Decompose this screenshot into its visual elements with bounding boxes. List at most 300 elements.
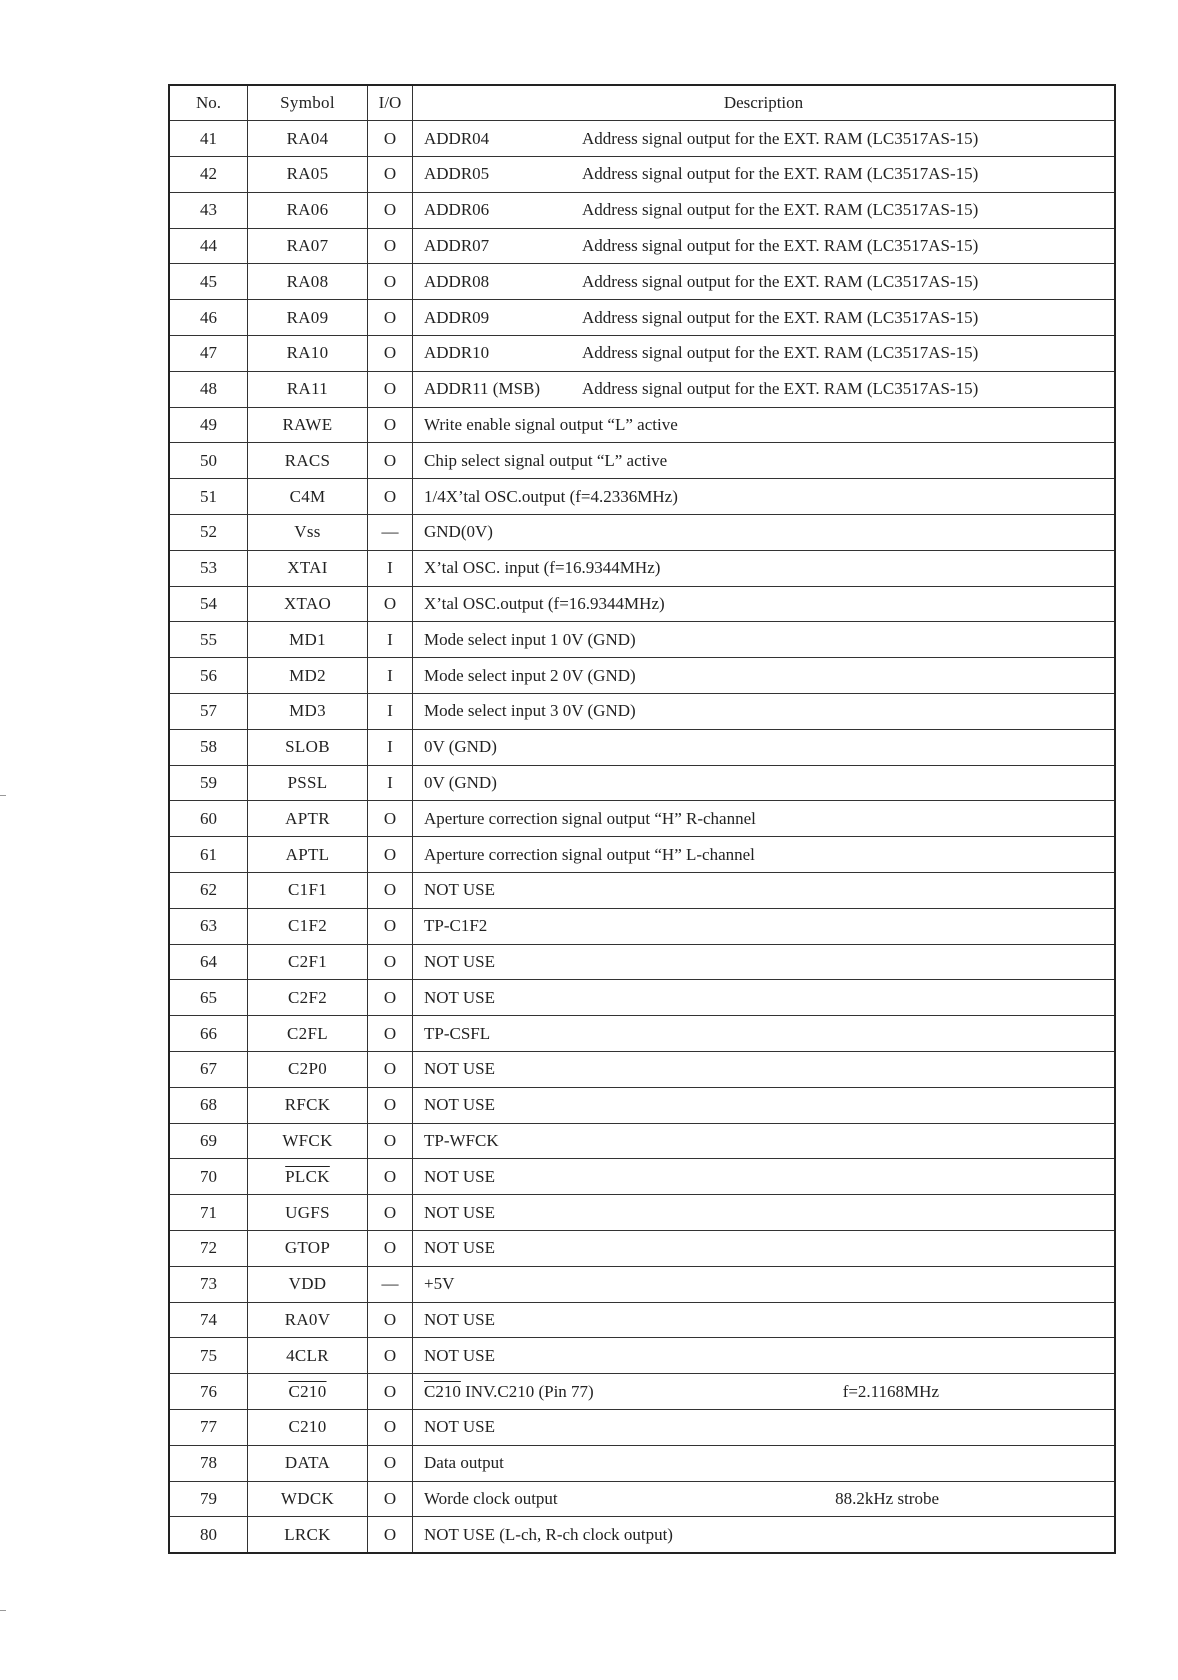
description-wrap	[424, 415, 1114, 435]
description-text: ADDR05	[424, 164, 490, 184]
description-main	[424, 272, 582, 292]
pin-symbol	[248, 729, 368, 765]
pin-io: O	[368, 1481, 413, 1517]
pin-symbol-text: RA04	[286, 128, 329, 148]
pin-description	[413, 1338, 1116, 1374]
pin-symbol	[248, 622, 368, 658]
description-wrap	[424, 1525, 1114, 1545]
pin-number: 45	[169, 264, 248, 300]
description-text: NOT USE	[424, 1309, 495, 1329]
pin-number: 76	[169, 1374, 248, 1410]
pin-symbol-text: XTAO	[283, 594, 332, 614]
table-row	[169, 658, 1115, 694]
pin-description	[413, 1266, 1116, 1302]
description-wrap	[424, 558, 1114, 578]
pin-symbol	[248, 908, 368, 944]
pin-number: 54	[169, 586, 248, 622]
header-description: Description	[413, 85, 1116, 121]
table-row	[169, 1481, 1115, 1517]
table-row	[169, 1517, 1115, 1553]
pin-number: 77	[169, 1409, 248, 1445]
description-wrap	[424, 1203, 1114, 1223]
description-main	[424, 200, 582, 220]
description-main	[424, 916, 487, 936]
table-row	[169, 944, 1115, 980]
description-text: NOT USE (L-ch, R-ch clock output)	[424, 1524, 673, 1544]
description-prefix: C210	[424, 1381, 461, 1401]
pin-symbol-text: RACS	[284, 450, 331, 470]
description-detail: Address signal output for the EXT. RAM (LC3517AS-15)	[582, 236, 979, 256]
description-text: NOT USE	[424, 1166, 495, 1186]
description-detail: Address signal output for the EXT. RAM (LC3517AS-15)	[582, 271, 979, 291]
pin-io: O	[368, 1123, 413, 1159]
pin-symbol	[248, 1445, 368, 1481]
pin-symbol-text: MD2	[289, 665, 326, 685]
description-wrap	[424, 343, 1114, 363]
pin-symbol-text: C1F2	[288, 916, 327, 936]
description-text: Worde clock output	[424, 1488, 558, 1508]
pin-io: O	[368, 1087, 413, 1123]
pin-symbol	[248, 550, 368, 586]
pin-symbol	[248, 1123, 368, 1159]
pin-symbol-text: Vss	[294, 522, 321, 542]
pin-io: O	[368, 407, 413, 443]
pin-io: O	[368, 944, 413, 980]
table-row	[169, 407, 1115, 443]
table-row	[169, 980, 1115, 1016]
pin-description	[413, 1087, 1116, 1123]
description-main	[424, 1131, 499, 1151]
pin-io: O	[368, 1231, 413, 1267]
pin-description	[413, 658, 1116, 694]
table-row	[169, 336, 1115, 372]
pin-description	[413, 837, 1116, 873]
pin-io: O	[368, 1302, 413, 1338]
description-text: +5V	[424, 1274, 455, 1294]
table-row	[169, 622, 1115, 658]
description-wrap	[424, 379, 1114, 399]
pin-symbol-text: WDCK	[280, 1488, 335, 1508]
pin-symbol-text: C2F2	[288, 987, 327, 1007]
table-row	[169, 1195, 1115, 1231]
description-text: Aperture correction signal output “H” R-channel	[424, 808, 756, 828]
table-row	[169, 121, 1115, 157]
description-text: INV.C210 (Pin 77)	[465, 1381, 594, 1401]
pin-number: 51	[169, 479, 248, 515]
description-main	[424, 1525, 673, 1545]
pin-symbol-text: LRCK	[284, 1524, 331, 1544]
table-row	[169, 908, 1115, 944]
description-wrap	[424, 630, 1114, 650]
description-main	[424, 880, 495, 900]
table-row	[169, 228, 1115, 264]
table-header	[169, 85, 1115, 121]
pin-io: O	[368, 980, 413, 1016]
pin-number: 69	[169, 1123, 248, 1159]
description-main	[424, 594, 665, 614]
pin-description	[413, 1123, 1116, 1159]
description-wrap	[424, 451, 1114, 471]
pin-number: 47	[169, 336, 248, 372]
pin-symbol-text: MD1	[289, 629, 326, 649]
description-wrap	[424, 1024, 1114, 1044]
description-detail: Address signal output for the EXT. RAM (LC3517AS-15)	[582, 164, 979, 184]
pin-description	[413, 622, 1116, 658]
pin-description	[413, 371, 1116, 407]
table-row	[169, 1159, 1115, 1195]
pin-symbol-text: PLCK	[285, 1166, 330, 1186]
description-main	[424, 164, 582, 184]
pin-number: 43	[169, 192, 248, 228]
description-main	[424, 1095, 495, 1115]
pin-description	[413, 1016, 1116, 1052]
description-text: NOT USE	[424, 952, 495, 972]
description-main	[424, 666, 636, 686]
description-detail: f=2.1168MHz	[842, 1381, 939, 1401]
pin-symbol	[248, 1374, 368, 1410]
table-row	[169, 1087, 1115, 1123]
table-row	[169, 300, 1115, 336]
pin-description	[413, 515, 1116, 551]
table-row	[169, 837, 1115, 873]
pin-number: 48	[169, 371, 248, 407]
pin-description	[413, 873, 1116, 909]
pin-number: 66	[169, 1016, 248, 1052]
table-row	[169, 1445, 1115, 1481]
pin-description	[413, 586, 1116, 622]
pin-io: O	[368, 121, 413, 157]
pin-description-table	[168, 84, 1116, 1554]
description-main	[424, 988, 495, 1008]
description-text: 0V (GND)	[424, 773, 497, 793]
pin-number: 75	[169, 1338, 248, 1374]
pin-io: O	[368, 157, 413, 193]
description-wrap	[424, 1238, 1114, 1258]
pin-io: O	[368, 1374, 413, 1410]
pin-symbol	[248, 1195, 368, 1231]
description-main	[424, 952, 495, 972]
pin-description	[413, 1231, 1116, 1267]
description-wrap	[424, 1382, 1114, 1402]
pin-number: 70	[169, 1159, 248, 1195]
table-row	[169, 264, 1115, 300]
pin-number: 44	[169, 228, 248, 264]
description-wrap	[424, 308, 1114, 328]
description-text: TP-C1F2	[424, 916, 488, 936]
pin-symbol	[248, 371, 368, 407]
pin-number: 73	[169, 1266, 248, 1302]
description-wrap	[424, 272, 1114, 292]
pin-symbol-text: RA10	[286, 343, 329, 363]
pin-symbol-text: APTR	[285, 808, 330, 828]
pin-symbol	[248, 694, 368, 730]
table-row	[169, 765, 1115, 801]
pin-io: O	[368, 1517, 413, 1553]
pin-symbol	[248, 1338, 368, 1374]
table-row	[169, 192, 1115, 228]
pin-symbol-text: 4CLR	[286, 1345, 329, 1365]
pin-symbol	[248, 479, 368, 515]
pin-number: 60	[169, 801, 248, 837]
pin-io: O	[368, 801, 413, 837]
pin-number: 80	[169, 1517, 248, 1553]
description-wrap	[424, 1167, 1114, 1187]
table-row	[169, 694, 1115, 730]
pin-symbol	[248, 300, 368, 336]
pin-io: O	[368, 837, 413, 873]
description-text: ADDR07	[424, 236, 490, 256]
pin-symbol	[248, 1087, 368, 1123]
pin-description	[413, 479, 1116, 515]
pin-symbol	[248, 1517, 368, 1553]
table-row	[169, 1338, 1115, 1374]
description-main	[424, 1167, 495, 1187]
description-text: NOT USE	[424, 1059, 495, 1079]
pin-description	[413, 765, 1116, 801]
pin-io: O	[368, 1445, 413, 1481]
pin-io: O	[368, 1052, 413, 1088]
description-main	[424, 129, 582, 149]
description-wrap	[424, 1346, 1114, 1366]
pin-symbol-text: UGFS	[285, 1202, 330, 1222]
description-main	[424, 1453, 504, 1473]
table-row	[169, 371, 1115, 407]
pin-number: 46	[169, 300, 248, 336]
description-wrap	[424, 666, 1114, 686]
pin-description	[413, 443, 1116, 479]
pin-description	[413, 908, 1116, 944]
description-main	[424, 1203, 495, 1223]
pin-symbol-text: DATA	[284, 1453, 331, 1473]
table-row	[169, 479, 1115, 515]
pin-io: O	[368, 1409, 413, 1445]
description-text: X’tal OSC.output (f=16.9344MHz)	[424, 594, 665, 614]
pin-symbol	[248, 515, 368, 551]
pin-symbol	[248, 873, 368, 909]
description-detail: Address signal output for the EXT. RAM (LC3517AS-15)	[582, 200, 979, 220]
pin-io: O	[368, 300, 413, 336]
description-text: NOT USE	[424, 1238, 495, 1258]
pin-symbol	[248, 1052, 368, 1088]
description-wrap	[424, 988, 1114, 1008]
pin-description	[413, 1052, 1116, 1088]
pin-symbol	[248, 1016, 368, 1052]
description-wrap	[424, 164, 1114, 184]
pin-number: 58	[169, 729, 248, 765]
pin-symbol-text: C2FL	[287, 1023, 328, 1043]
description-wrap	[424, 773, 1114, 793]
pin-symbol	[248, 1302, 368, 1338]
table-row	[169, 729, 1115, 765]
pin-description	[413, 980, 1116, 1016]
pin-description	[413, 1481, 1116, 1517]
description-wrap	[424, 809, 1114, 829]
description-main	[424, 343, 582, 363]
pin-symbol-text: VDD	[288, 1274, 327, 1294]
page-edge-mark-top	[0, 795, 6, 796]
pin-symbol	[248, 801, 368, 837]
pin-io: O	[368, 586, 413, 622]
pin-io: I	[368, 765, 413, 801]
description-main	[424, 1417, 495, 1437]
description-wrap	[424, 1310, 1114, 1330]
table-row	[169, 1016, 1115, 1052]
pin-number: 57	[169, 694, 248, 730]
pin-symbol-text: C210	[288, 1381, 327, 1401]
pin-number: 41	[169, 121, 248, 157]
description-main	[424, 451, 667, 471]
pin-io: I	[368, 729, 413, 765]
description-detail: 88.2kHz strobe	[835, 1488, 939, 1508]
pin-description	[413, 801, 1116, 837]
table-row	[169, 157, 1115, 193]
pin-number: 78	[169, 1445, 248, 1481]
pin-symbol	[248, 407, 368, 443]
pin-number: 56	[169, 658, 248, 694]
description-detail: Address signal output for the EXT. RAM (LC3517AS-15)	[582, 343, 979, 363]
description-text: ADDR06	[424, 200, 490, 220]
description-wrap	[424, 701, 1114, 721]
pin-number: 67	[169, 1052, 248, 1088]
pin-number: 49	[169, 407, 248, 443]
pin-number: 63	[169, 908, 248, 944]
pin-description	[413, 1409, 1116, 1445]
pin-io: O	[368, 1338, 413, 1374]
pin-io: I	[368, 658, 413, 694]
pin-io: —	[368, 515, 413, 551]
pin-description	[413, 550, 1116, 586]
description-text: TP-WFCK	[424, 1131, 499, 1150]
description-text: GND(0V)	[424, 522, 493, 542]
header-no: No.	[169, 85, 248, 121]
description-text: Chip select signal output “L” active	[424, 450, 668, 470]
pin-symbol-text: PSSL	[287, 773, 328, 793]
pin-symbol-text: WFCK	[282, 1131, 333, 1150]
description-main	[424, 1310, 495, 1330]
description-wrap	[424, 1059, 1114, 1079]
pin-io: O	[368, 336, 413, 372]
description-text: ADDR11 (MSB)	[424, 379, 541, 399]
description-wrap	[424, 129, 1114, 149]
pin-number: 68	[169, 1087, 248, 1123]
pin-io: O	[368, 443, 413, 479]
pin-symbol	[248, 264, 368, 300]
description-text: NOT USE	[424, 1095, 495, 1115]
description-text: ADDR09	[424, 307, 490, 327]
pin-number: 64	[169, 944, 248, 980]
table-row	[169, 550, 1115, 586]
description-wrap	[424, 737, 1114, 757]
pin-number: 72	[169, 1231, 248, 1267]
pin-symbol-text: RA06	[286, 200, 329, 220]
pin-io: I	[368, 550, 413, 586]
pin-symbol-text: RA05	[286, 164, 329, 184]
pin-symbol	[248, 192, 368, 228]
description-text: NOT USE	[424, 880, 495, 900]
pin-symbol-text: RA07	[286, 236, 329, 256]
pin-symbol	[248, 121, 368, 157]
pin-description	[413, 228, 1116, 264]
description-text: TP-CSFL	[424, 1023, 491, 1043]
pin-symbol-text: XTAI	[287, 558, 328, 578]
pin-symbol	[248, 944, 368, 980]
pin-number: 42	[169, 157, 248, 193]
description-main	[424, 379, 582, 399]
description-text: Write enable signal output “L” active	[424, 415, 678, 435]
description-main	[424, 415, 678, 435]
table-row	[169, 1409, 1115, 1445]
pin-symbol-text: GTOP	[284, 1238, 331, 1258]
description-wrap	[424, 594, 1114, 614]
pin-description	[413, 1159, 1116, 1195]
pin-io: —	[368, 1266, 413, 1302]
pin-symbol-text: C210	[288, 1417, 327, 1437]
pin-symbol-text: RA08	[286, 271, 329, 291]
pin-io: I	[368, 622, 413, 658]
description-text: NOT USE	[424, 987, 495, 1007]
pin-symbol-text: RA0V	[284, 1309, 331, 1329]
description-text: X’tal OSC. input (f=16.9344MHz)	[424, 558, 661, 578]
pin-io: O	[368, 1159, 413, 1195]
pin-description	[413, 157, 1116, 193]
description-main	[424, 1382, 594, 1402]
pin-symbol	[248, 980, 368, 1016]
pin-description	[413, 944, 1116, 980]
description-main	[424, 1024, 490, 1044]
pin-io: O	[368, 1016, 413, 1052]
pin-description	[413, 1302, 1116, 1338]
pin-io: O	[368, 371, 413, 407]
pin-symbol	[248, 1481, 368, 1517]
pin-number: 61	[169, 837, 248, 873]
pin-io: I	[368, 694, 413, 730]
description-main	[424, 1238, 495, 1258]
description-main	[424, 487, 678, 507]
description-main	[424, 522, 493, 542]
pin-symbol-text: SLOB	[285, 737, 330, 757]
pin-symbol-text: C2F1	[288, 952, 327, 972]
pin-number: 79	[169, 1481, 248, 1517]
pin-description	[413, 1517, 1116, 1553]
pin-symbol-text: C2P0	[288, 1059, 327, 1079]
pin-symbol	[248, 443, 368, 479]
description-main	[424, 236, 582, 256]
description-wrap	[424, 1274, 1114, 1294]
pin-number: 74	[169, 1302, 248, 1338]
pin-description	[413, 1445, 1116, 1481]
pin-description	[413, 336, 1116, 372]
table-row	[169, 801, 1115, 837]
description-text: 0V (GND)	[424, 737, 497, 757]
description-text: ADDR04	[424, 128, 490, 148]
description-wrap	[424, 1131, 1114, 1151]
pin-description	[413, 1374, 1116, 1410]
description-main	[424, 1274, 454, 1294]
description-main	[424, 809, 756, 829]
pin-description	[413, 300, 1116, 336]
pin-symbol	[248, 586, 368, 622]
pin-symbol	[248, 336, 368, 372]
pin-number: 62	[169, 873, 248, 909]
pin-io: O	[368, 479, 413, 515]
page-edge-mark-bottom	[0, 1610, 6, 1611]
description-main	[424, 701, 636, 721]
description-wrap	[424, 487, 1114, 507]
pin-number: 71	[169, 1195, 248, 1231]
table-row	[169, 1231, 1115, 1267]
description-text: NOT USE	[424, 1345, 495, 1365]
description-main	[424, 1346, 495, 1366]
